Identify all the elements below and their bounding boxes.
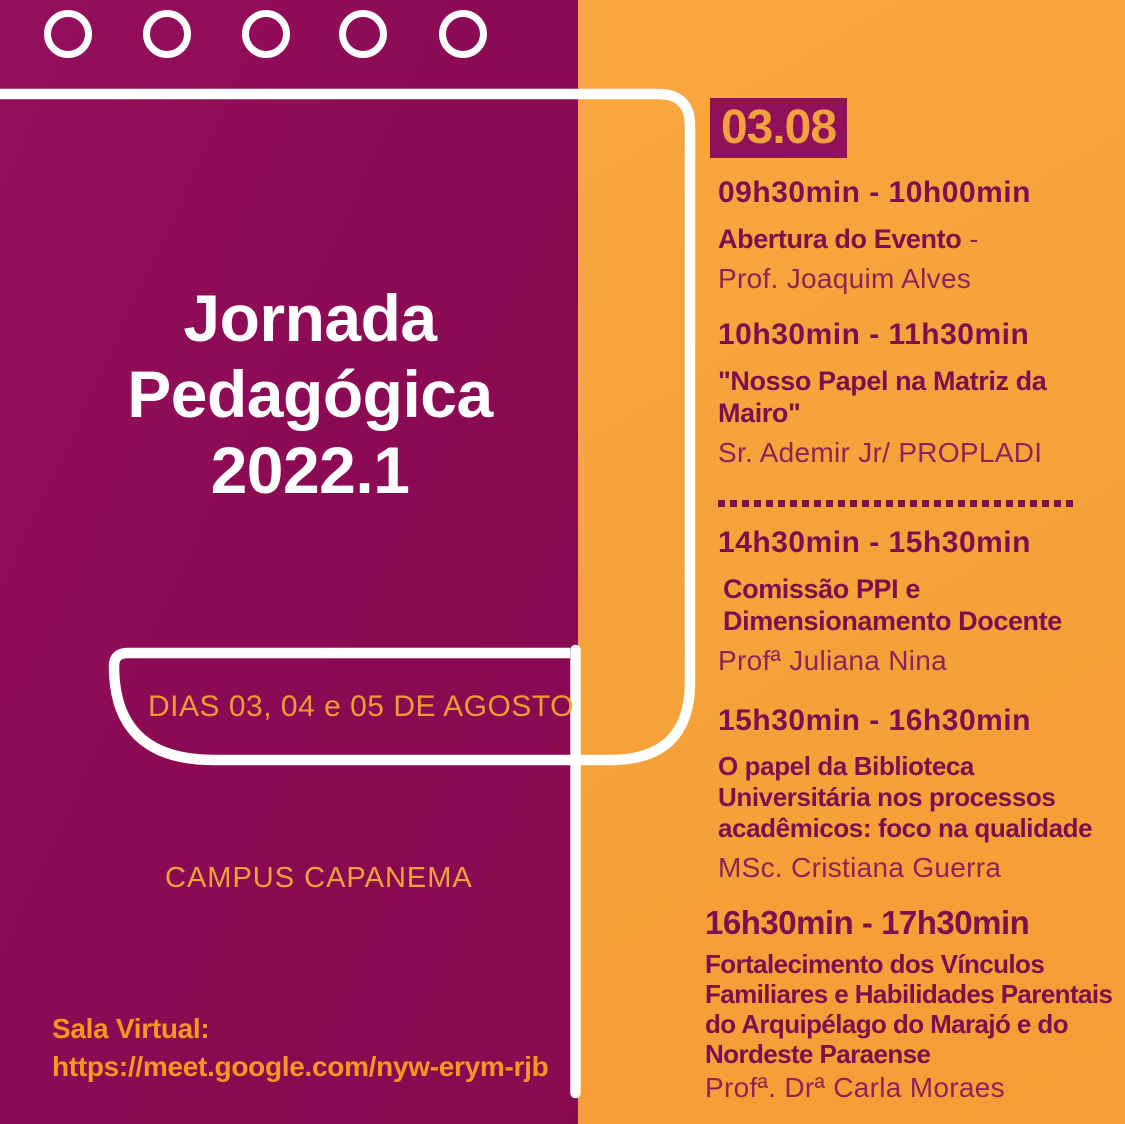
session-title-text: Abertura do Evento: [718, 224, 962, 254]
poster-title-line: Pedagógica: [127, 357, 493, 431]
session-title-suffix: -: [969, 224, 978, 254]
session-item: [718, 525, 1062, 677]
hole-icon: [439, 10, 487, 58]
event-dates-label: DIAS 03, 04 e 05 DE AGOSTO: [148, 690, 574, 723]
session-title: Dimensionamento Docente: [723, 606, 1062, 636]
hole-icon: [242, 10, 290, 58]
session-title: acadêmicos: foco na qualidade: [718, 813, 1093, 843]
session-title: [718, 223, 1031, 255]
session-title: Familiares e Habilidades Parentais: [705, 979, 1113, 1009]
session-item: [718, 175, 1031, 295]
session-title: do Arquipélago do Marajó e do: [705, 1009, 1068, 1039]
poster-title: [30, 280, 590, 508]
session-title: Mairo": [718, 398, 801, 428]
session-title: O papel da Biblioteca: [718, 751, 974, 781]
hole-icon: [44, 10, 92, 58]
virtual-room-url: https://meet.google.com/nyw-erym-rjb: [52, 1051, 549, 1082]
poster-title-line: Jornada: [183, 281, 437, 355]
session-title: Fortalecimento dos Vínculos: [705, 949, 1045, 979]
hole-icon: [339, 10, 387, 58]
session-time: 14h30min - 15h30min: [718, 526, 1031, 559]
schedule-column: [578, 0, 1125, 1124]
virtual-room-label: Sala Virtual:: [52, 1013, 210, 1044]
session-title: "Nosso Papel na Matriz da: [718, 366, 1047, 396]
session-time: 09h30min - 10h00min: [718, 176, 1031, 209]
session-time: 10h30min - 11h30min: [718, 318, 1030, 351]
session-title: Nordeste Paraense: [705, 1039, 931, 1069]
session-speaker: Profª. Drª Carla Moraes: [705, 1072, 1005, 1103]
notebook-holes: [0, 0, 578, 70]
campus-label: CAMPUS CAPANEMA: [165, 862, 473, 894]
session-speaker: MSc. Cristiana Guerra: [718, 852, 1002, 883]
hole-icon: [143, 10, 191, 58]
date-badge: 03.08: [710, 98, 847, 158]
session-item: [718, 317, 1046, 469]
session-item: [718, 703, 1092, 884]
virtual-room-block: [52, 1010, 548, 1086]
session-speaker: Profª Juliana Nina: [718, 645, 947, 676]
session-time: 16h30min - 17h30min: [705, 904, 1030, 941]
poster-title-line: 2022.1: [210, 433, 410, 507]
session-speaker: Prof. Joaquim Alves: [718, 263, 972, 294]
session-title: Comissão PPI e: [723, 574, 920, 604]
session-title: Universitária nos processos: [718, 782, 1056, 812]
session-item: [705, 903, 1112, 1104]
dotted-separator: [718, 500, 1078, 507]
session-time: 15h30min - 16h30min: [718, 704, 1031, 737]
session-speaker: Sr. Ademir Jr/ PROPLADI: [718, 437, 1043, 468]
